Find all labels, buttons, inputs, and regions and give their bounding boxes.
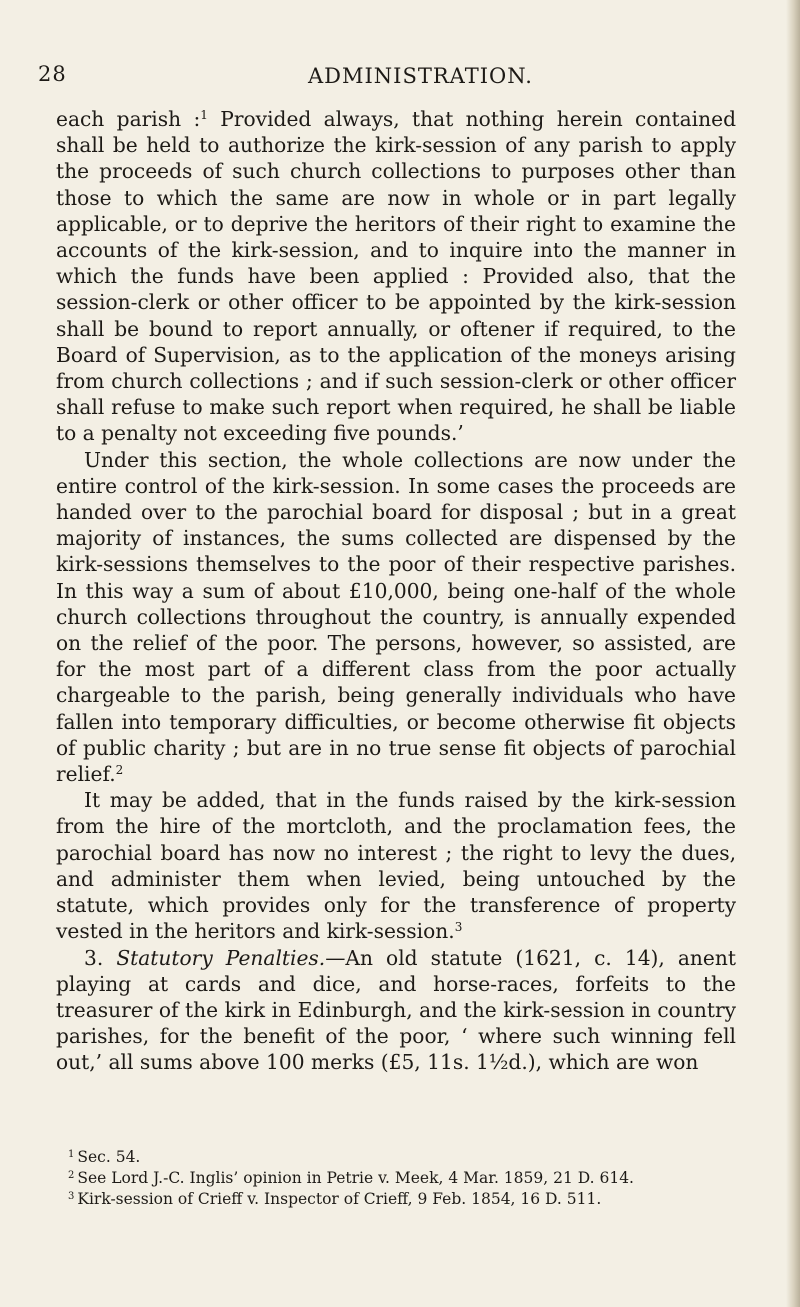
footnote-ref-2: 2 [115,763,124,778]
paragraph-4-text: —An old statute (1621, c. 14), anent playing at cards and dice, and horse-races, forfeits to the treasurer of the kirk in Edinburgh, and the kirk-session in country parishes, for the benefit of the poor, ‘ where such winning fell out,’ all sums above 100 merks (£5, 11s. 1½d.), which are won [56,945,736,1075]
footnote-2 [68,1168,748,1189]
footnote-1-mark: 1 [68,1149,75,1160]
paragraph-2-text: Under this section, the whole collections are now under the entire control of the kirk-session. In some cases the proceeds are handed over to the parochial board for disposal ; but in a great majority of instances, the sums collected are dispensed by the kirk-sessions themselves to the poor of their respective parishes. In this way a sum of about £10,000, being one-half of the whole church collections throughout the country, is annually expended on the relief of the poor. The persons, however, so assisted, are for the most part of a different class from the poor actually chargeable to the parish, being generally individuals who have fallen into temporary difficulties, or become otherwise fit objects of public charity ; but are in no true sense fit objects of parochial relief. [56,447,736,787]
footnote-3-text: Kirk-session of Crieff v. Inspector of Crieff, 9 Feb. 1854, 16 D. 511. [77,1190,602,1208]
page-header [38,62,758,92]
footnote-2-mark: 2 [68,1170,75,1181]
paragraph-1-start: each parish : [56,107,201,131]
section-title: Statutory Penalties. [116,945,326,970]
footnote-ref-1: 1 [200,108,208,122]
page-number: 28 [38,62,67,86]
section-number: 3. [84,945,117,970]
paragraph-3-text: It may be added, that in the funds raised by the kirk-session from the hire of the mortcloth, and the proclamation fees, the parochial board has now no interest ; the right to levy the dues, and administer them when levied, being untouched by the statute, which provides only for the transference of property vested in the heritors and kirk-session. [56,788,736,944]
footnote-1 [68,1147,748,1168]
page-edge-shadow [786,0,800,1307]
running-head: ADMINISTRATION. [308,64,533,88]
footnote-3-mark: 3 [68,1191,75,1202]
footnotes [68,1147,748,1210]
paragraph-3 [56,787,736,944]
footnote-1-text: Sec. 54. [77,1148,141,1166]
footnote-3 [68,1189,748,1210]
footnote-2-text: See Lord J.-C. Inglis’ opinion in Petrie v. Meek, 4 Mar. 1859, 21 D. 614. [77,1169,634,1187]
paragraph-1-rest: Provided always, that nothing herein contained shall be held to authorize the kirk-session of any parish to apply the proceeds of such church collections to purposes other than those to which the same are now in whole or in part legally applicable, or to deprive the heritors of their right to examine the accounts of the kirk-session, and to inquire into the manner in which the funds have been applied : Provided also, that the session-clerk or other officer to be appointed by the kirk-session shall be bound to report annually, or oftener if required, to the Board of Supervision, as to the application of the moneys arising from church collections ; and if such session-clerk or other officer shall refuse to make such report when required, he shall be liable to a penalty not exceeding five pounds.’ [56,107,736,446]
paragraph-4 [56,945,736,1076]
paragraph-2 [56,447,736,788]
footnote-ref-3: 3 [454,920,463,935]
paragraph-1 [56,106,736,447]
main-text [56,106,736,1076]
